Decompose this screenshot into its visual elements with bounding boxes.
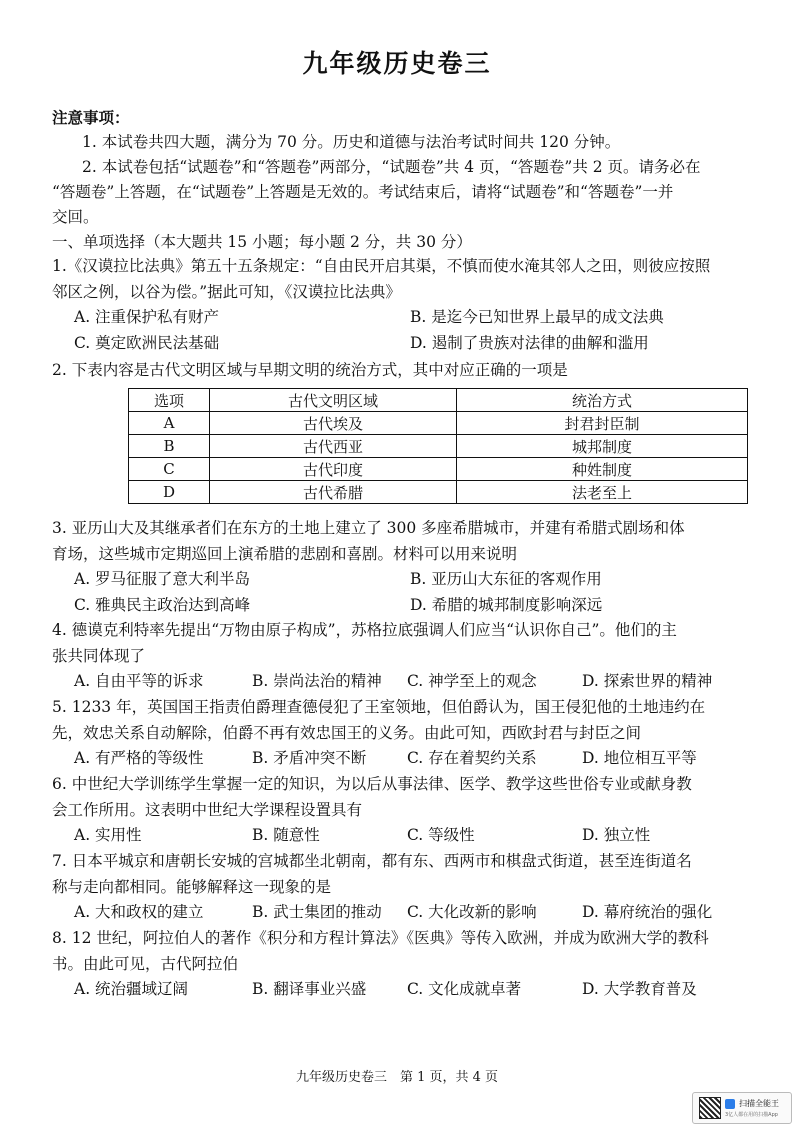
- table-cell: D: [129, 481, 210, 504]
- table-row: [129, 412, 748, 435]
- option-c: C. 等级性: [407, 826, 475, 844]
- table-cell: 古代西亚: [210, 435, 457, 458]
- table-header: 选项: [129, 389, 210, 412]
- question-stem: 会工作所用。这表明中世纪大学课程设置具有: [52, 800, 363, 819]
- scanner-watermark: [692, 1092, 792, 1124]
- option-c: C. 存在着契约关系: [407, 749, 537, 767]
- notice-item-1: 1. 本试卷共四大题，满分为 70 分。历史和道德与法治考试时间共 120 分钟。: [82, 133, 621, 151]
- table-cell: 古代埃及: [210, 412, 457, 435]
- notice-item-2-line-2: “答题卷”上答题，在“试题卷”上答题是无效的。考试结束后，请将“试题卷”和“答题卷”一并: [52, 183, 674, 201]
- question-stem: 称与走向都相同。能够解释这一现象的是: [52, 877, 332, 896]
- options-row: [52, 567, 752, 593]
- option-a: A. 大和政权的建立: [74, 903, 204, 921]
- options-row: [52, 593, 752, 619]
- question-2: [52, 358, 752, 384]
- notice-heading: 注意事项：: [52, 108, 130, 127]
- question-stem: 邻区之例，以谷为偿。”据此可知，《汉谟拉比法典》: [52, 282, 401, 301]
- scanner-logo-icon: [725, 1099, 735, 1109]
- option-d: D. 大学教育普及: [582, 980, 697, 998]
- table-header: 统治方式: [457, 389, 748, 412]
- table-cell: 古代印度: [210, 458, 457, 481]
- option-a: A. 自由平等的诉求: [74, 672, 204, 690]
- option-c: C. 雅典民主政治达到高峰: [74, 595, 251, 614]
- page-title: 九年级历史卷三: [302, 49, 492, 78]
- question-stem: 2. 下表内容是古代文明区域与早期文明的统治方式，其中对应正确的一项是: [52, 361, 568, 379]
- option-a: A. 罗马征服了意大利半岛: [74, 570, 251, 588]
- question-6: [52, 772, 752, 849]
- question-4: [52, 618, 752, 695]
- option-a: A. 统治疆域辽阔: [74, 980, 189, 998]
- table-cell: 古代希腊: [210, 481, 457, 504]
- table-cell: 法老至上: [457, 481, 748, 504]
- question-7: [52, 849, 752, 926]
- option-b: B. 随意性: [252, 826, 320, 844]
- options-row: [52, 823, 752, 849]
- watermark-text: 扫描全能王: [739, 1099, 779, 1108]
- question-stem: 7. 日本平城京和唐朝长安城的宫城都坐北朝南，都有东、西两市和棋盘式街道，甚至连街道名: [52, 852, 692, 870]
- table-header-row: [129, 389, 748, 412]
- table-cell: B: [129, 435, 210, 458]
- options-row: [52, 746, 752, 772]
- option-b: B. 武士集团的推动: [252, 903, 382, 921]
- table-cell: C: [129, 458, 210, 481]
- question-stem: 书。由此可见，古代阿拉伯: [52, 954, 239, 973]
- option-d: D. 遏制了贵族对法律的曲解和滥用: [410, 333, 649, 352]
- question-1: [52, 254, 752, 356]
- table-row: [129, 481, 748, 504]
- option-c: C. 大化改新的影响: [407, 903, 537, 921]
- option-d: D. 探索世界的精神: [582, 672, 713, 690]
- page-footer: 九年级历史卷三 第 1 页，共 4 页: [295, 1070, 499, 1085]
- table-cell: 城邦制度: [457, 435, 748, 458]
- option-b: B. 崇尚法治的精神: [252, 672, 382, 690]
- notice-item-2-line-3: 交回。: [52, 208, 99, 226]
- table-row: [129, 458, 748, 481]
- option-b: B. 翻译事业兴盛: [252, 980, 367, 998]
- option-c: C. 文化成就卓著: [407, 980, 522, 998]
- question-stem: 4. 德谟克利特率先提出“万物由原子构成”，苏格拉底强调人们应当“认识你自己”。他们的主: [52, 621, 677, 639]
- question-stem: 1.《汉谟拉比法典》第五十五条规定：“自由民开启其渠，不慎而使水淹其邻人之田，则彼应按照: [52, 257, 711, 275]
- option-a: A. 有严格的等级性: [74, 749, 204, 767]
- question-5: [52, 695, 752, 772]
- question-3: [52, 516, 752, 618]
- qr-code-icon: [699, 1097, 721, 1119]
- table-header: 古代文明区域: [210, 389, 457, 412]
- option-d: D. 希腊的城邦制度影响深远: [410, 595, 603, 614]
- option-a: A. 注重保护私有财产: [74, 308, 220, 326]
- section-heading: 一、单项选择（本大题共 15 小题；每小题 2 分，共 30 分）: [52, 233, 472, 251]
- option-c: C. 奠定欧洲民法基础: [74, 333, 220, 352]
- table-cell: A: [129, 412, 210, 435]
- option-d: D. 地位相互平等: [582, 749, 697, 767]
- question-stem: 8. 12 世纪，阿拉伯人的著作《积分和方程计算法》《医典》等传入欧洲，并成为欧洲大学的教科: [52, 929, 709, 947]
- table-row: [129, 435, 748, 458]
- question-8: [52, 926, 752, 1003]
- question-stem: 3. 亚历山大及其继承者们在东方的土地上建立了 300 多座希腊城市，并建有希腊式剧场和体: [52, 519, 685, 537]
- notice-item-2-line-1: 2. 本试卷包括“试题卷”和“答题卷”两部分，“试题卷”共 4 页，“答题卷”共 2 页。请务必在: [82, 158, 701, 176]
- question-stem: 育场，这些城市定期巡回上演希腊的悲剧和喜剧。材料可以用来说明: [52, 544, 518, 563]
- option-b: B. 是迄今已知世界上最早的成文法典: [410, 308, 664, 326]
- option-c: C. 神学至上的观念: [407, 672, 537, 690]
- options-row: [52, 305, 752, 331]
- question-stem: 6. 中世纪大学训练学生掌握一定的知识，为以后从事法律、医学、教学这些世俗专业或献身教: [52, 775, 692, 793]
- options-row: [52, 331, 752, 357]
- question-stem: 张共同体现了: [52, 646, 146, 665]
- options-row: [52, 669, 752, 695]
- table-cell: 种姓制度: [457, 458, 748, 481]
- option-d: D. 独立性: [582, 826, 651, 844]
- option-b: B. 矛盾冲突不断: [252, 749, 367, 767]
- table-cell: 封君封臣制: [457, 412, 748, 435]
- option-a: A. 实用性: [74, 826, 142, 844]
- watermark-subtext: 3亿人都在用的扫描App: [725, 1112, 778, 1118]
- civilization-table: [128, 388, 748, 504]
- options-row: [52, 977, 752, 1003]
- options-row: [52, 900, 752, 926]
- option-b: B. 亚历山大东征的客观作用: [410, 570, 602, 588]
- question-stem: 5. 1233 年，英国国王指责伯爵理查德侵犯了王室领地，但伯爵认为，国王侵犯他的土地违约在: [52, 698, 706, 716]
- option-d: D. 幕府统治的强化: [582, 903, 713, 921]
- question-stem: 先，效忠关系自动解除，伯爵不再有效忠国王的义务。由此可知，西欧封君与封臣之间: [52, 723, 642, 742]
